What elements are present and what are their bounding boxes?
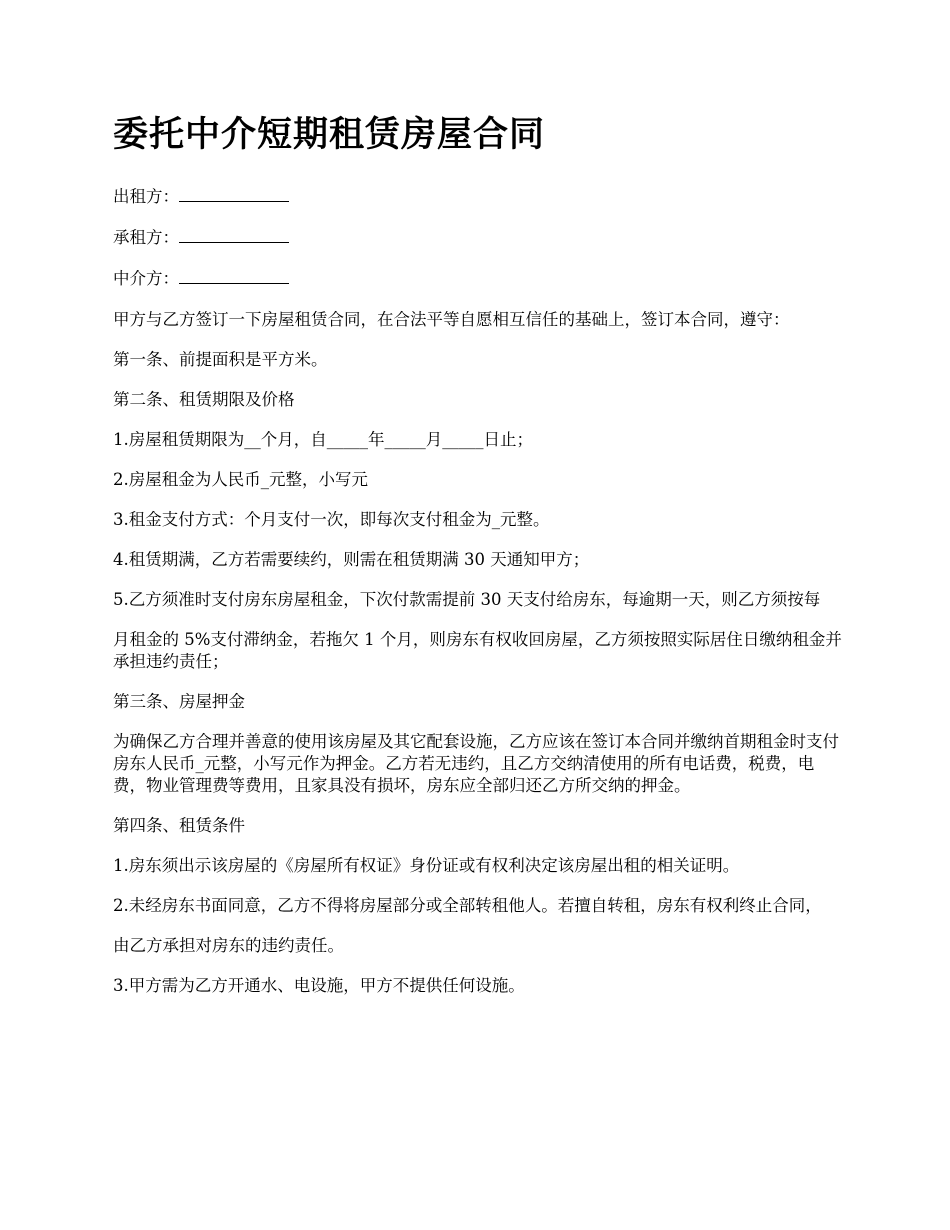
article-4-heading: 第四条、租赁条件	[113, 816, 245, 835]
clause-2-3: 3.租金支付方式：个月支付一次，即每次支付租金为_元整。	[113, 510, 550, 529]
document-body	[113, 112, 843, 1015]
clause-4-2-continued: 由乙方承担对房东的违约责任。	[113, 936, 344, 955]
document-title: 委托中介短期租赁房屋合同	[113, 114, 546, 155]
party-label: 中介方：	[113, 269, 179, 288]
clause-2-5-continued: 月租金的 5%支付滞纳金，若拖欠 1 个月，则房东有权收回房屋，乙方须按照实际居住日缴纳租金并承担违约责任；	[113, 630, 842, 671]
paragraph-preamble: 甲方与乙方签订一下房屋租赁合同，在合法平等自愿相互信任的基础上，签订本合同，遵守：	[113, 310, 790, 329]
clause-4-1: 1.房东须出示该房屋的《房屋所有权证》身份证或有权利决定该房屋出租的相关证明。	[113, 856, 740, 875]
article-1: 第一条、前提面积是平方米。	[113, 350, 328, 369]
article-3-heading: 第三条、房屋押金	[113, 692, 245, 711]
fill-in-blank	[179, 186, 289, 202]
clause-2-4: 4.租赁期满，乙方若需要续约，则需在租赁期满 30 天通知甲方；	[113, 550, 590, 569]
party-lessee	[113, 227, 843, 249]
fill-in-blank	[179, 227, 289, 243]
clause-2-2: 2.房屋租金为人民币_元整，小写元	[113, 470, 368, 489]
party-agent	[113, 268, 843, 290]
clause-2-5: 5.乙方须准时支付房东房屋租金，下次付款需提前 30 天支付给房东，每逾期一天，则乙方须按每	[113, 590, 821, 609]
party-label: 出租方：	[113, 187, 179, 206]
article-3-body: 为确保乙方合理并善意的使用该房屋及其它配套设施，乙方应该在签订本合同并缴纳首期租金时支付房东人民币_元整，小写元作为押金。乙方若无违约，且乙方交纳清使用的所有电话费，税费，电费，物业管理费等费用，且家具没有损坏，房东应全部归还乙方所交纳的押金。	[113, 732, 839, 795]
clause-4-2: 2.未经房东书面同意，乙方不得将房屋部分或全部转租他人。若擅自转租，房东有权利终止合同，	[113, 896, 822, 915]
clause-4-3: 3.甲方需为乙方开通水、电设施，甲方不提供任何设施。	[113, 976, 525, 995]
clause-2-1: 1.房屋租赁期限为__个月，自_____年_____月_____日止；	[113, 430, 533, 449]
party-lessor	[113, 186, 843, 208]
article-2-heading: 第二条、租赁期限及价格	[113, 390, 295, 409]
fill-in-blank	[179, 268, 289, 284]
party-label: 承租方：	[113, 228, 179, 247]
